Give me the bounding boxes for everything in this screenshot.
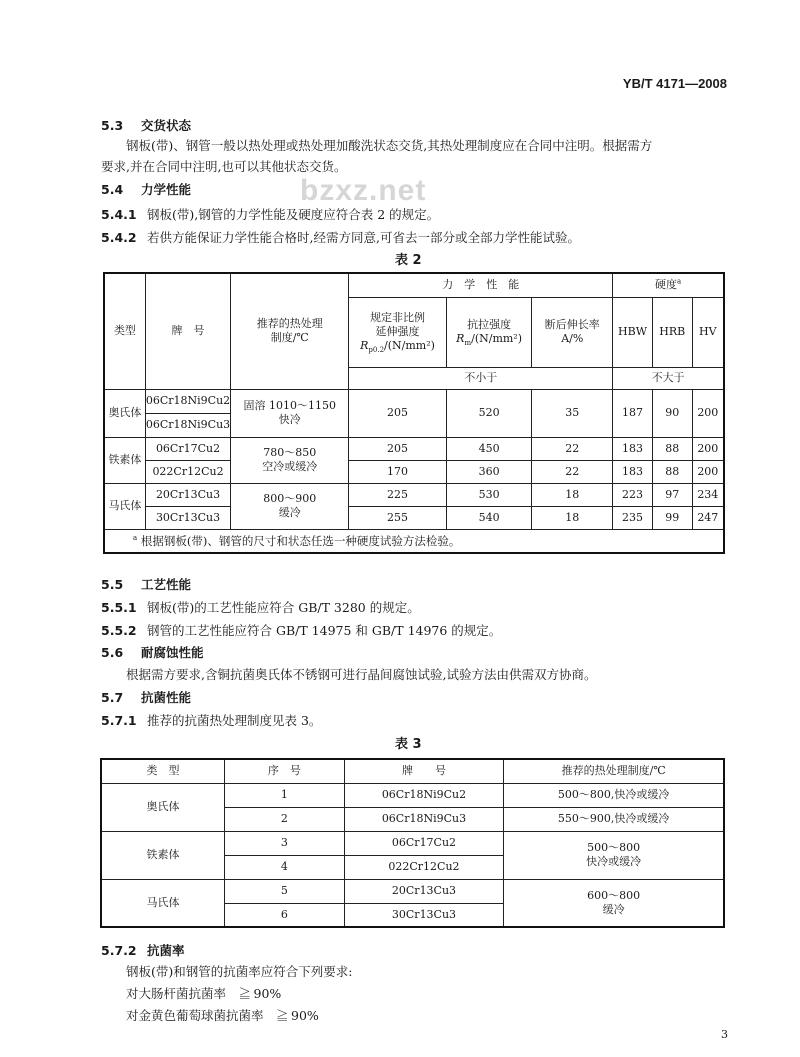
header-elongation: [532, 297, 613, 367]
requirement-ecoli: 对大肠杆菌抗菌率 ≧ 90%: [126, 986, 282, 1001]
cell-hrb: 90: [652, 389, 692, 437]
page-number: 3: [721, 1028, 728, 1041]
cell-heat: [504, 879, 724, 927]
clause-5-4-1: [101, 207, 439, 223]
cell-heat: [504, 831, 724, 879]
cell-a: 22: [532, 460, 613, 483]
cell-heat-line1: 固溶 1010～1150: [243, 399, 336, 412]
footnote-text: 根据钢板(带)、钢管的尺寸和状态任选一种硬度试验方法检验。: [140, 533, 461, 548]
header-heat-treatment: 推荐的热处理制度/℃: [504, 759, 724, 783]
cell-heat-line2: 空冷或缓冷: [262, 460, 318, 473]
cell-heat: [231, 389, 349, 437]
cell-type: 奥氏体: [104, 389, 145, 437]
rp-symbol: R: [360, 339, 369, 352]
cell-seq: 2: [225, 807, 345, 831]
cell-type: 马氏体: [104, 483, 145, 529]
cell-heat-line1: 800～900: [263, 492, 317, 505]
table3-caption: 表 3: [395, 737, 422, 752]
table2-caption: 表 2: [395, 253, 422, 268]
section-title: 交货状态: [141, 118, 192, 133]
cell-hrb: 88: [652, 437, 692, 460]
cell-rp: 225: [349, 483, 447, 506]
section-5-3-para-line1: 钢板(带)、钢管一般以热处理或热处理加酸洗状态交货,其热处理制度应在合同中注明。根据需方: [126, 138, 653, 153]
cell-hbw: 235: [613, 506, 653, 529]
clause-text: 若供方能保证力学性能合格时,经需方同意,可省去一部分或全部力学性能试验。: [147, 230, 580, 245]
cell-type: 铁素体: [104, 437, 145, 483]
section-5-3-para-line2: 要求,并在合同中注明,也可以其他状态交货。: [101, 159, 347, 174]
clause-5-5-2: [101, 623, 501, 639]
clause-title: 抗菌率: [147, 943, 185, 958]
clause-text: 钢板(带),钢管的力学性能及硬度应符合表 2 的规定。: [147, 207, 440, 222]
cell-type: 奥氏体: [101, 783, 225, 831]
header-rm: [446, 297, 532, 367]
cell-seq: 1: [225, 783, 345, 807]
table2: [103, 272, 725, 554]
section-number: 5.6: [101, 645, 124, 660]
clause-number: 5.4.2: [101, 230, 137, 245]
header-seq: 序 号: [225, 759, 345, 783]
header-not-more-than: 不大于: [613, 367, 724, 389]
cell-hv: 200: [692, 437, 724, 460]
section-5-7-heading: [101, 690, 191, 706]
table3: [100, 758, 725, 928]
rm-unit: /(N/mm²): [471, 332, 523, 345]
section-title: 力学性能: [141, 182, 192, 197]
cell-hv: 200: [692, 460, 724, 483]
clause-number: 5.5.1: [101, 600, 137, 615]
cell-rp: 205: [349, 389, 447, 437]
table-row: [104, 437, 724, 460]
hardness-footnote-mark: a: [676, 277, 682, 286]
cell-grade: 30Cr13Cu3: [344, 903, 504, 927]
cell-heat: [231, 437, 349, 483]
cell-grade: 30Cr13Cu3: [145, 506, 230, 529]
cell-grade: 022Cr12Cu2: [344, 855, 504, 879]
header-a-line1: 断后伸长率: [544, 318, 600, 331]
cell-a: 18: [532, 483, 613, 506]
clause-5-7-2-heading: [101, 943, 185, 959]
cell-hv: 247: [692, 506, 724, 529]
header-mechanical-properties: 力 学 性 能: [349, 273, 613, 297]
table-row: [101, 783, 724, 807]
cell-rm: 450: [446, 437, 532, 460]
clause-5-7-1: [101, 713, 321, 729]
rp-subscript: p0.2: [368, 346, 385, 355]
header-rp-line3: [349, 339, 446, 353]
table-row: [104, 483, 724, 506]
cell-seq: 6: [225, 903, 345, 927]
clause-number: 5.4.1: [101, 207, 137, 222]
header-type: 类型: [104, 273, 145, 389]
cell-heat: 550～900,快冷或缓冷: [504, 807, 724, 831]
header-heat-line1: 推荐的热处理: [256, 317, 323, 331]
cell-heat-line1: 600～800: [587, 888, 641, 902]
section-number: 5.7: [101, 690, 124, 705]
section-5-6-heading: [101, 645, 204, 661]
cell-rp: 205: [349, 437, 447, 460]
rm-subscript: m: [464, 339, 472, 348]
section-number: 5.3: [101, 118, 124, 133]
cell-heat-line2: 缓冷: [602, 902, 625, 916]
clause-5-5-1: [101, 600, 420, 616]
clause-text: 钢板(带)的工艺性能应符合 GB/T 3280 的规定。: [147, 600, 420, 615]
header-a-line2: A/%: [561, 332, 584, 345]
header-rm-line1: 抗拉强度: [467, 318, 512, 331]
header-grade: 牌 号: [344, 759, 504, 783]
requirement-staph: 对金黄色葡萄球菌抗菌率 ≧ 90%: [126, 1008, 319, 1023]
rp-unit: /(N/mm²): [384, 339, 435, 352]
cell-grade: 06Cr17Cu2: [145, 437, 230, 460]
section-number: 5.4: [101, 182, 124, 197]
header-rm-line2: [447, 332, 532, 346]
section-title: 工艺性能: [141, 577, 192, 592]
cell-hbw: 183: [613, 460, 653, 483]
cell-a: 22: [532, 437, 613, 460]
footnote-mark: a: [133, 533, 138, 542]
cell-heat: 500～800,快冷或缓冷: [504, 783, 724, 807]
header-hrb: HRB: [652, 297, 692, 367]
cell-hrb: 99: [652, 506, 692, 529]
cell-seq: 4: [225, 855, 345, 879]
cell-hbw: 183: [613, 437, 653, 460]
header-hardness-label: 硬度: [654, 278, 677, 292]
cell-grade: 06Cr18Ni9Cu2: [344, 783, 504, 807]
header-heat-treatment: [231, 273, 349, 389]
clause-text: 钢管的工艺性能应符合 GB/T 14975 和 GB/T 14976 的规定。: [147, 623, 502, 638]
cell-grade: 06Cr18Ni9Cu2: [145, 389, 230, 413]
header-hbw: HBW: [613, 297, 653, 367]
cell-hrb: 88: [652, 460, 692, 483]
section-5-6-para: 根据需方要求,含铜抗菌奥氏体不锈钢可进行晶间腐蚀试验,试验方法由供需双方协商。: [126, 667, 597, 682]
cell-seq: 3: [225, 831, 345, 855]
cell-heat-line2: 快冷: [278, 413, 301, 426]
table-row: [101, 879, 724, 903]
cell-grade: 06Cr18Ni9Cu3: [145, 413, 230, 437]
header-rp-line1: 规定非比例: [370, 311, 426, 324]
cell-a: 18: [532, 506, 613, 529]
table-row: [104, 460, 724, 483]
cell-type: 马氏体: [101, 879, 225, 927]
section-title: 耐腐蚀性能: [141, 645, 204, 660]
section-5-3-heading: [101, 118, 191, 134]
cell-hv: 234: [692, 483, 724, 506]
header-rp-line2: 延伸强度: [375, 325, 420, 338]
header-hardness: [613, 273, 724, 297]
table-row: [104, 389, 724, 413]
clause-number: 5.7.2: [101, 943, 137, 958]
table-row: [104, 506, 724, 529]
header-rp02: [349, 297, 447, 367]
cell-seq: 5: [225, 879, 345, 903]
rm-symbol: R: [456, 332, 465, 345]
header-heat-line2: 制度/℃: [270, 331, 309, 345]
cell-a: 35: [532, 389, 613, 437]
cell-hbw: 223: [613, 483, 653, 506]
cell-rm: 360: [446, 460, 532, 483]
cell-heat: [231, 483, 349, 529]
cell-heat-line1: 780～850: [263, 446, 317, 459]
clause-5-7-2-para: 钢板(带)和钢管的抗菌率应符合下列要求:: [126, 964, 353, 979]
cell-heat-line2: 快冷或缓冷: [586, 855, 642, 868]
section-number: 5.5: [101, 577, 124, 592]
cell-rp: 255: [349, 506, 447, 529]
cell-rp: 170: [349, 460, 447, 483]
cell-rm: 540: [446, 506, 532, 529]
watermark: bzxz.net: [300, 174, 427, 207]
clause-text: 推荐的抗菌热处理制度见表 3。: [147, 713, 322, 728]
clause-number: 5.5.2: [101, 623, 137, 638]
cell-grade: 06Cr18Ni9Cu3: [344, 807, 504, 831]
cell-hbw: 187: [613, 389, 653, 437]
cell-grade: 022Cr12Cu2: [145, 460, 230, 483]
cell-rm: 530: [446, 483, 532, 506]
header-hv: HV: [692, 297, 724, 367]
cell-hrb: 97: [652, 483, 692, 506]
cell-hv: 200: [692, 389, 724, 437]
table2-footnote: [104, 529, 724, 553]
table-row: [101, 831, 724, 855]
header-type: 类 型: [101, 759, 225, 783]
header-grade: 牌 号: [145, 273, 230, 389]
cell-heat-line2: 缓冷: [278, 506, 301, 519]
clause-number: 5.7.1: [101, 713, 137, 728]
standard-number: YB/T 4171—2008: [622, 76, 727, 91]
section-5-4-heading: [101, 182, 191, 198]
section-title: 抗菌性能: [141, 690, 192, 705]
cell-type: 铁素体: [101, 831, 225, 879]
cell-grade: 20Cr13Cu3: [145, 483, 230, 506]
header-not-less-than: 不小于: [349, 367, 613, 389]
cell-heat-line1: 500～800: [587, 841, 641, 854]
cell-rm: 520: [446, 389, 532, 437]
cell-grade: 06Cr17Cu2: [344, 831, 504, 855]
clause-5-4-2: [101, 230, 580, 246]
cell-grade: 20Cr13Cu3: [344, 879, 504, 903]
section-5-5-heading: [101, 577, 191, 593]
